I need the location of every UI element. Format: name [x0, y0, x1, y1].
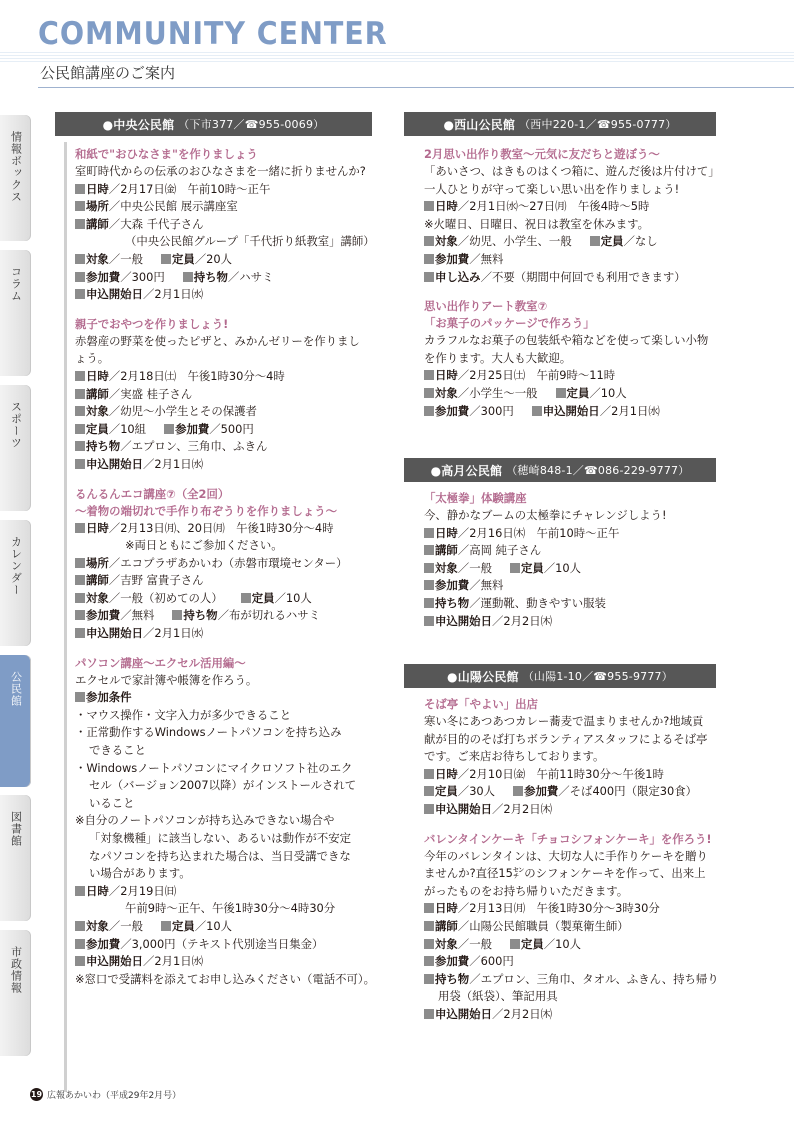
page-title: COMMUNITY CENTER [38, 16, 388, 52]
column-rule [64, 142, 67, 1092]
course-title: 2月思い出作り教室～元気に友だちと遊ぼう～ [424, 147, 660, 161]
tab-info-box[interactable]: 情報ボックス [0, 115, 31, 241]
course-eco: るんるんエコ講座⑦（全2回） ～着物の端切れで手作り布ぞうりを作りましょう～ 日時／2月13日㈪、20日㈪ 午後1時30分～4時 ※両日ともにご参加ください。 場所／エコプラザあかいわ（赤磐市環境センター） 講師／吉野 富貴子さん 対象／一般（初めての人） 定員／10人 参加費／無料 持ち物／布が切れるハサミ 申込開始日／2月1日㈬ [75, 486, 370, 643]
course-title: 思い出作りアート教室⑦ [424, 299, 548, 314]
page-number: 19 [30, 1090, 43, 1099]
course-title: バレンタインケーキ「チョコシフォンケーキ」を作ろう! [424, 831, 712, 846]
tab-city-info[interactable]: 市政情報 [0, 930, 31, 1056]
course-title: そば亭「やよい」出店 [424, 697, 538, 711]
course-omoide: 2月思い出作り教室～元気に友だちと遊ぼう～ 「あいさつ、はきものはくつ箱に、遊んだ後は片付けて」一人ひとりが守って楽しい思い出を作りましょう! 日時／2月1日㈬～27日㈪ 午後4時～5時 ※火曜日、日曜日、祝日は教室を休みます。 対象／幼児、小学生、一般 定員／なし 参加費／無料 申し込み／不要（期間中何回でも利用できます） [424, 147, 715, 284]
chuo-banner: ●中央公民館 （下市377／☎955-0069） [55, 112, 372, 136]
course-taikyokuken: 「太極拳」体験講座 今、静かなブームの太極拳にチャレンジしよう! 日時／2月16日㈭ 午前10時～正午 講師／高岡 純子さん 対象／一般 定員／10人 参加費／無料 持ち物／運動靴、動きやすい服装 申込開始日／2月2日㈭ [424, 490, 714, 630]
tab-column[interactable]: コラム [0, 250, 31, 376]
page-footer [30, 1088, 181, 1101]
sanyo-section [404, 664, 719, 1036]
course-valentine: バレンタインケーキ「チョコシフォンケーキ」を作ろう! 今年のバレンタインは、大切な人に手作りケーキを贈りませんか?直径15㌢のシフォンケーキを作って、出来上がったものをお持ち帰りいただきます。 日時／2月13日㈪ 午後1時30分～3時30分 講師／山陽公民館職員（製菓衛生師） 対象／一般 定員／10人 参加費／600円 持ち物／エプロン、三角巾、タオル、ふきん、持ち帰り 用袋（紙袋）、筆記用具 申込開始日／2月2日㈭ [424, 831, 719, 1021]
course-origami: 和紙で"おひなさま"を作りましょう 室町時代からの伝承のおひなさまを一緒に折りませんか? 日時／2月17日㈮ 午前10時～正午 場所／中央公民館 展示講座室 講師／大森 千代子さん （中央公民館グループ「千代折り紙教室」講師） 対象／一般 定員／20人 参加費／300円 持ち物／ハサミ 申込開始日／2月1日㈬ [75, 147, 375, 302]
publication-name: 広報あかいわ（平成29年2月号） [47, 1091, 182, 1101]
sanyo-banner: ●山陽公民館 （山陽1-10／☎955-9777） [404, 664, 716, 688]
header-decoration [0, 52, 794, 62]
tab-library[interactable]: 図書館 [0, 795, 31, 921]
course-art: 思い出作りアート教室⑦ 「お菓子のパッケージで作ろう」 カラフルなお菓子の包装紙や箱などを使って楽しい小物を作ります。大人も大歓迎。 日時／2月25日㈯ 午前9時～11時 対象／小学生～一般 定員／10人 参加費／300円 申込開始日／2月1日㈬ [424, 298, 714, 420]
nishiyama-section [404, 112, 716, 432]
chuo-column [55, 112, 376, 1000]
course-pc: パソコン講座～エクセル活用編～ エクセルで家計簿や帳簿を作ろう。 参加条件 ・マウス操作・文字入力が多少できること ・正常動作するWindowsノートパソコンを持ち込み できること ・Windowsノートパソコンにマイクロソフト社のエク セル（バージョン2007以降）がインストールされて いること ※自分のノートパソコンが持ち込みできない場合や 「対象機種」に該当しない、あるいは動作が不安定 なパソコンを持ち込まれた場合は、当日受講できな い場合があります。 日時／2月19日㈰ 午前9時～正午、午後1時30分～4時30分 対象／一般 定員／10人 参加費／3,000円（テキスト代別途当日集金） 申込開始日／2月1日㈬ ※窓口で受講料を添えてお申し込みください（電話不可）。 [75, 655, 376, 986]
header-divider [38, 87, 794, 88]
tab-sports[interactable]: スポーツ [0, 385, 31, 511]
course-title: パソコン講座～エクセル活用編～ [75, 655, 246, 670]
takatsuki-banner: ●高月公民館 （穂崎848-1／☎086-229-9777） [404, 458, 716, 482]
page-subtitle: 公民館講座のご案内 [40, 64, 176, 82]
tab-calendar[interactable]: カレンダー [0, 520, 31, 646]
takatsuki-section [404, 458, 716, 642]
course-oyatsu: 親子でおやつを作りましょう! 赤磐産の野菜を使ったピザと、みかんゼリーを作りましょう。 日時／2月18日㈯ 午後1時30分～4時 講師／実盛 桂子さん 対象／幼児～小学生とその保護者 定員／10組 参加費／500円 持ち物／エプロン、三角巾、ふきん 申込開始日／2月1日㈬ [75, 316, 370, 474]
course-title: 親子でおやつを作りましょう! [75, 316, 229, 331]
nishiyama-banner: ●西山公民館 （西中220-1／☎955-0777） [404, 112, 716, 136]
course-title: るんるんエコ講座⑦（全2回） [75, 486, 230, 501]
tab-community-center[interactable]: 公民館 [0, 655, 31, 787]
course-sobatei: そば亭「やよい」出店 寒い冬にあつあつカレー蕎麦で温まりませんか?地域貢献が目的のそば打ちボランティアスタッフによるそば亭です。ご来店お待ちしております。 日時／2月10日㈮ 午前11時30分～午後1時 定員／30人 参加費／そば400円（限定30食） 申込開始日／2月2日㈭ [424, 696, 714, 819]
course-title: 「太極拳」体験講座 [424, 491, 527, 505]
course-title: 和紙で"おひなさま"を作りましょう [75, 147, 258, 161]
